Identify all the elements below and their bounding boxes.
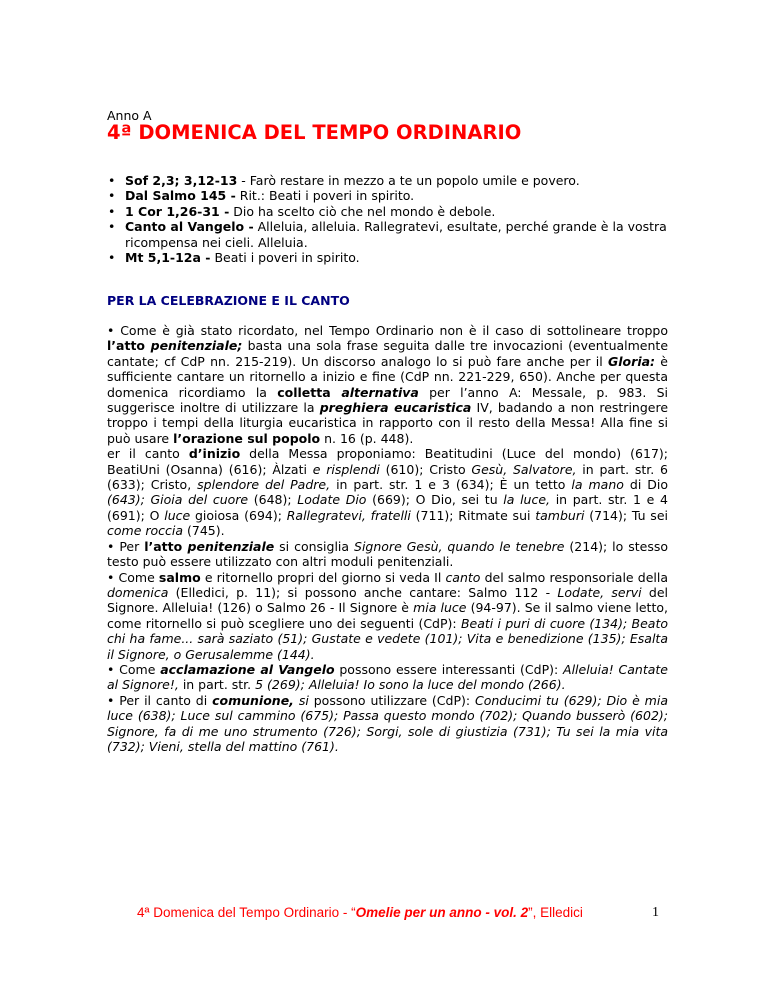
reading-text: Beati i poveri in spirito. [210,250,360,266]
text-run: domenica [107,584,169,600]
reading-item [107,250,667,265]
text-run: comunione, [212,692,294,708]
text-run: del Signore. Alleluia! (126) o Salmo 26 - Il Signore è [107,584,668,616]
text-run: 5 (269); Alleluia! Io sono la luce del mondo (266). [255,677,566,693]
text-run: • Per [107,538,145,554]
section-heading: PER LA CELEBRAZIONE E IL CANTO [107,293,350,308]
text-run: Signore Gesù, quando le tenebre [354,538,565,554]
page-footer [137,905,583,920]
text-run: Conducimi tu (629); Dio è mia luce (638); Luce sul cammino (675); Passa questo mondo (702); Quando busserò (602); Signore, fa di me uno strumento (726); Sorgi, sole di giustizia (731); Tu sei la mia vita (732); Vieni, stella del mattino (761). [107,692,668,754]
text-run: basta una sola frase seguita dalle tre invocazioni (eventualmente cantate; cf CdP nn. 215-219). Un discorso analogo lo si può fare anche per il [107,338,669,369]
text-run: del salmo responsoriale della [480,569,668,585]
footer-suffix: ”, Elledici [528,905,583,920]
text-run: (610); Cristo [379,461,472,477]
text-run: si [298,692,309,708]
paragraph [107,693,668,755]
text-run: possono utilizzare (CdP): [308,692,475,708]
text-run: (Elledici, p. 11); si possono anche cantare: Salmo 112 - [168,584,558,600]
text-run: canto [445,569,481,585]
reading-ref: Dal Salmo 145 - [125,188,236,204]
text-run: • Come [107,661,161,677]
paragraph [107,662,668,693]
text-run: IV, badando a non restringere troppo i tempi della liturgia eucaristica in rapporto con il resto della Messa! Alla fine si può usare [107,400,669,446]
text-run: (643); Gioia del cuore [107,492,249,508]
text-run: per l’anno A: Messale, p. 983. Si suggerisce inoltre di utilizzare la [107,384,668,416]
text-run: l’atto [107,338,151,354]
text-run: (214); lo stesso testo può essere utilizzato con altri moduli penitenziali. [107,538,669,570]
text-run: (714); Tu sei [584,507,668,523]
footer-prefix: 4ª Domenica del Tempo Ordinario - “ [137,905,356,920]
page-number: 1 [652,905,659,920]
reading-item [107,173,667,188]
reading-item [107,204,667,219]
text-run: la luce, [503,492,551,508]
text-run: d’inizio [188,446,241,462]
text-run: Alleluia! Cantate al Signore!, [107,661,668,693]
text-run: preghiera eucaristica [319,400,472,416]
text-run: • Come è già stato ricordato, nel Tempo Ordinario non è il caso di sottolineare troppo [107,323,668,338]
paragraph [107,539,668,570]
text-run: l’orazione sul popolo [173,430,321,446]
text-run: splendore del Padre, [197,477,331,493]
text-run: • Per il canto di [107,692,213,708]
text-run: si consiglia [274,538,355,554]
text-run: come roccia [107,523,184,539]
reading-ref: Sof 2,3; 3,12-13 [125,173,238,188]
text-run: penitenziale [187,538,275,554]
reading-ref: Mt 5,1-12a - [125,250,211,266]
text-run: è sufficiente cantare un ritornello a inizio e fine (CdP nn. 221-229, 650). Anche per questa domenica ricordiamo la [107,353,668,400]
text-run: salmo [158,569,201,585]
text-run: possono essere interessanti (CdP): [334,661,564,677]
year-label: Anno A [107,108,152,123]
reading-text: - Farò restare in mezzo a te un popolo umile e povero. [237,173,580,188]
paragraph [107,446,668,538]
text-run: (669); O Dio, sei tu [366,492,504,508]
text-run: acclamazione al Vangelo [160,661,335,677]
reading-ref: 1 Cor 1,26-31 - [125,203,230,219]
celebration-notes [107,323,668,754]
text-run: di Dio [623,477,669,493]
text-run: tamburi [535,507,585,523]
text-run: e risplendi [312,461,380,477]
text-run: (94-97). Se il salmo viene letto, come ritornello si può scegliere uno dei seguenti (CdP): [107,600,668,631]
text-run: Rallegratevi, fratelli [286,507,411,523]
text-run: e ritornello propri del giorno si veda Il [200,569,446,585]
text-run: Gesù, Salvatore, [471,461,577,477]
readings-list [107,173,667,265]
reading-ref: Canto al Vangelo - [125,219,254,235]
text-run: luce [164,507,191,523]
text-run: (745). [183,523,225,539]
text-run: in part. str. 6 (633); Cristo, [107,461,669,493]
footer-work-title: Omelie per un anno - vol. 2 [355,905,529,920]
text-run: colletta [277,384,342,400]
text-run: (711); Ritmate sui [410,507,536,523]
text-run: Beati i puri di cuore (134); Beato chi ha fame... sarà saziato (51); Gustate e vedete (101); Vita e benedizione (135); Esalta il Signore, o Gerusalemme (144). [107,615,668,662]
reading-text: Alleluia, alleluia. Rallegratevi, esultate, perché grande è la vostra ricompensa nei cieli. Alleluia. [125,219,667,250]
text-run: (648); [248,492,298,508]
reading-text: Rit.: Beati i poveri in spirito. [235,188,415,204]
text-run: in part. str. 1 e 3 (634); È un tetto [330,477,572,493]
text-run: la mano [571,477,624,493]
page-title: 4ª DOMENICA DEL TEMPO ORDINARIO [107,121,522,144]
text-run: Lodate, servi [557,584,642,600]
text-run: alternativa [341,384,419,400]
text-run: in part. str. [178,677,256,693]
text-run: gioiosa (694); [190,507,287,523]
text-run: in part. str. 1 e 4 (691); O [107,492,668,523]
text-run: Lodate Dio [297,492,367,508]
reading-item [107,188,667,203]
paragraph [107,323,668,446]
reading-item [107,219,667,250]
reading-text: Dio ha scelto ciò che nel mondo è debole. [229,203,496,219]
paragraph [107,570,668,662]
text-run: penitenziale; [150,338,243,354]
text-run: l’atto [144,538,188,554]
text-run: n. 16 (p. 448). [320,430,414,446]
text-run: mia luce [413,600,467,616]
text-run: er il canto [107,446,189,462]
text-run: della Messa proponiamo: Beatitudini (Luce del mondo) (617); BeatiUni (Osanna) (616); Àlzati [107,446,668,477]
text-run: Gloria: [608,353,656,369]
text-run: • Come [107,569,159,585]
